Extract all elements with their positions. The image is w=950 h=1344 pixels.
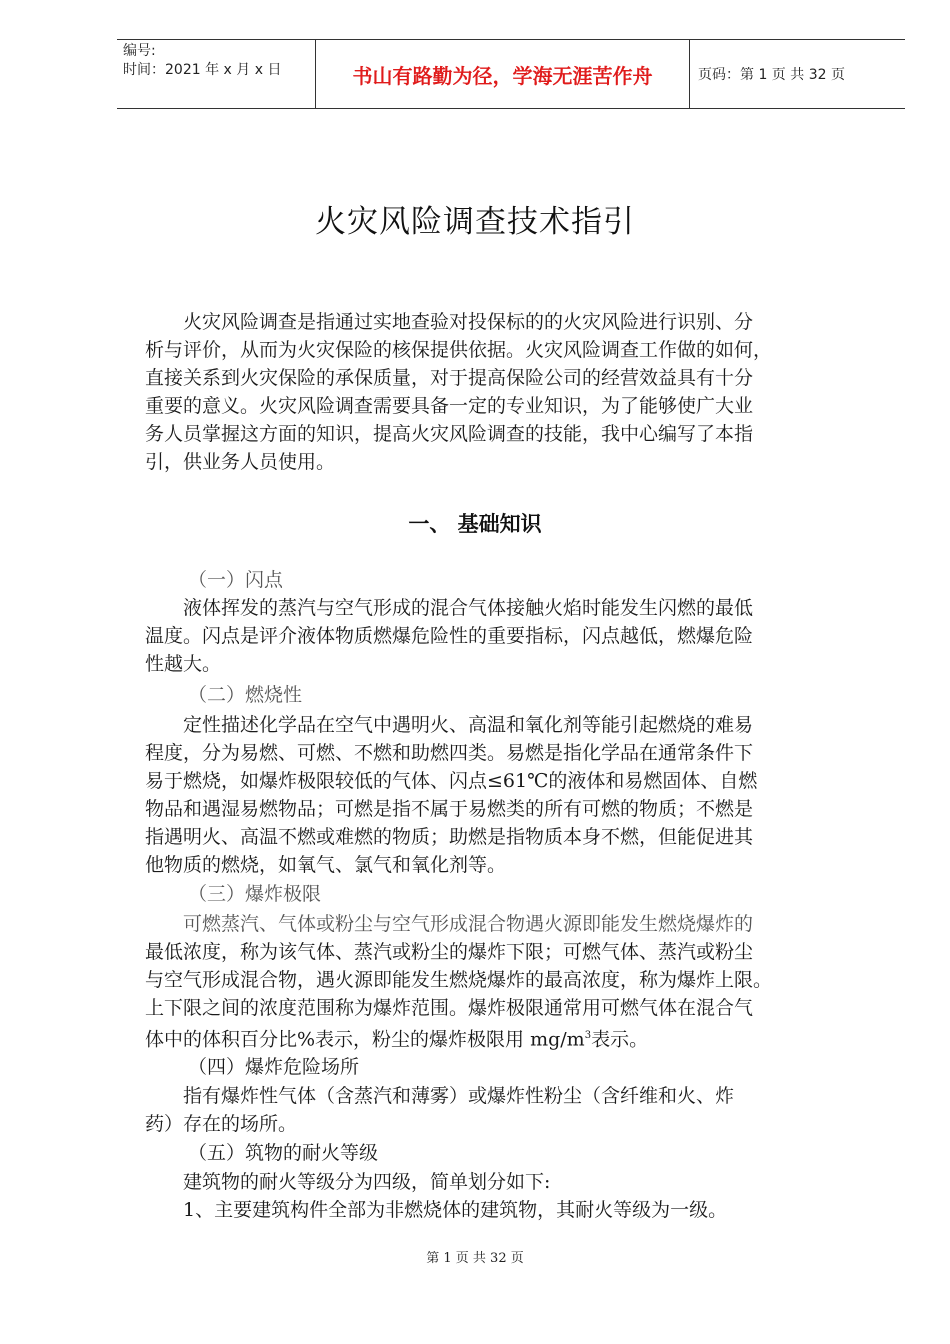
paragraph-line: 析与评价，从而为火灾保险的核保提供依据。火灾风险调查工作做的如何， (145, 339, 773, 361)
subsection-heading: （二）燃烧性 (188, 684, 303, 706)
number-label: 编号: (123, 43, 156, 59)
header-meta (117, 40, 316, 108)
paragraph-line: 物品和遇湿易燃物品；可燃是指不属于易燃类的所有可燃的物质；不燃是 (145, 798, 754, 820)
paragraph-line: 程度，分为易燃、可燃、不燃和助燃四类。易燃是指化学品在通常条件下 (145, 742, 754, 764)
paragraph-line: 他物质的燃烧，如氧气、氯气和氧化剂等。 (145, 854, 507, 876)
paragraph-line: 火灾风险调查是指通过实地查验对投保标的的火灾风险进行识别、分 (145, 311, 754, 333)
page-footer: 第 1 页 共 32 页 (426, 1251, 524, 1266)
paragraph-line: 指有爆炸性气体（含蒸汽和薄雾）或爆炸性粉尘（含纤维和火、炸 (145, 1085, 735, 1107)
explosion-limit-paragraph (145, 910, 861, 1053)
document-title: 火灾风险调查技术指引 (315, 204, 635, 240)
paragraph-line: 与空气形成混合物，遇火源即能发生燃烧爆炸的最高浓度，称为爆炸上限。 (145, 969, 773, 991)
intro-paragraph (145, 308, 861, 476)
paragraph-line: 建筑物的耐火等级分为四级，简单划分如下: (145, 1171, 551, 1193)
fire-rating-paragraph (145, 1168, 861, 1224)
paragraph-line: 重要的意义。火灾风险调查需要具备一定的专业知识，为了能够使广大业 (145, 395, 754, 417)
paragraph-line: 指遇明火、高温不燃或难燃的物质；助燃是指物质本身不燃，但能促进其 (145, 826, 754, 848)
hazard-area-paragraph (145, 1082, 861, 1138)
paragraph-line: 液体挥发的蒸汽与空气形成的混合气体接触火焰时能发生闪燃的最低 (145, 597, 754, 619)
paragraph-line: 温度。闪点是评介液体物质燃爆危险性的重要指标，闪点越低，燃爆危险 (145, 625, 754, 647)
line-text: 体中的体积百分比%表示，粉尘的爆炸极限用 mg/m (145, 1028, 585, 1051)
paragraph-line: 最低浓度，称为该气体、蒸汽或粉尘的爆炸下限；可燃气体、蒸汽或粉尘 (145, 941, 754, 963)
superscript: 3 (584, 1030, 592, 1041)
paragraph-line: 1、主要建筑构件全部为非燃烧体的建筑物，其耐火等级为一级。 (145, 1199, 728, 1221)
flashpoint-paragraph (145, 594, 861, 678)
header-page-label: 页码：第 1 页 共 32 页 (698, 67, 845, 83)
subsection-heading: （一）闪点 (188, 569, 284, 591)
paragraph-line (145, 1022, 861, 1053)
section-heading: 一、 基础知识 (408, 512, 542, 536)
paragraph-line: 药）存在的场所。 (145, 1113, 298, 1135)
paragraph-line: 引，供业务人员使用。 (145, 451, 336, 473)
paragraph-line: 务人员掌握这方面的知识，提高火灾风险调查的技能，我中心编写了本指 (145, 423, 754, 445)
subsection-heading: （四）爆炸危险场所 (188, 1056, 360, 1078)
paragraph-line: 上下限之间的浓度范围称为爆炸范围。爆炸极限通常用可燃气体在混合气 (145, 997, 754, 1019)
line-text: 表示。 (591, 1028, 649, 1051)
time-label: 时间：2021 年 x 月 x 日 (123, 62, 282, 78)
paragraph-line: 可燃蒸汽、气体或粉尘与空气形成混合物遇火源即能发生燃烧爆炸的 (145, 913, 754, 935)
flammability-paragraph (145, 711, 861, 879)
paragraph-line: 定性描述化学品在空气中遇明火、高温和氧化剂等能引起燃烧的难易 (145, 714, 754, 736)
subsection-heading: （三）爆炸极限 (188, 883, 322, 905)
paragraph-line: 直接关系到火灾保险的承保质量，对于提高保险公司的经营效益具有十分 (145, 367, 754, 389)
paragraph-line: 性越大。 (145, 653, 222, 675)
paragraph-line: 易于燃烧，如爆炸极限较低的气体、闪点≤61℃的液体和易燃固体、自燃 (145, 770, 758, 792)
header-motto: 书山有路勤为径，学海无涯苦作舟 (316, 40, 690, 108)
subsection-heading: （五）筑物的耐火等级 (188, 1142, 379, 1164)
page-header (117, 39, 905, 109)
